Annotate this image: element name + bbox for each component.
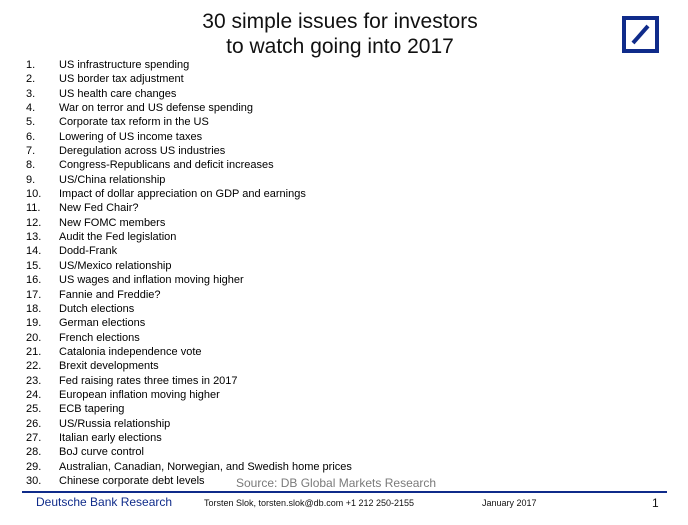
list-item <box>26 402 352 416</box>
list-item <box>26 158 352 172</box>
list-item-text: Audit the Fed legislation <box>59 231 177 244</box>
list-item-number: 6. <box>26 130 36 143</box>
list-item-number: 3. <box>26 87 36 100</box>
source-note: Source: DB Global Markets Research <box>236 476 437 490</box>
list-item-text: New Fed Chair? <box>59 202 139 215</box>
list-item <box>26 101 352 115</box>
list-item-text: German elections <box>59 317 146 330</box>
footer-author: Torsten Slok, torsten.slok@db.com +1 212 250-2155 <box>204 498 415 508</box>
list-item <box>26 288 352 302</box>
list-item-number: 15. <box>26 259 42 272</box>
list-item-text: US border tax adjustment <box>59 73 184 86</box>
list-item <box>26 187 352 201</box>
list-item-number: 13. <box>26 231 42 244</box>
list-item <box>26 388 352 402</box>
list-item <box>26 87 352 101</box>
footer-brand: Deutsche Bank Research <box>36 495 173 509</box>
list-item-text: Congress-Republicans and deficit increases <box>59 159 274 172</box>
title-line-2: to watch going into 2017 <box>226 35 454 58</box>
list-item <box>26 58 352 72</box>
list-item-number: 22. <box>26 360 42 373</box>
list-item <box>26 115 352 129</box>
slide-title <box>130 9 550 59</box>
list-item-number: 27. <box>26 431 42 444</box>
list-item-number: 28. <box>26 446 42 459</box>
list-item <box>26 417 352 431</box>
list-item-text: US health care changes <box>59 87 177 100</box>
list-item-number: 17. <box>26 288 42 301</box>
list-item-number: 26. <box>26 417 42 430</box>
list-item-text: French elections <box>59 331 140 344</box>
list-item-text: Lowering of US income taxes <box>59 130 203 143</box>
list-item-text: BoJ curve control <box>59 446 144 459</box>
page-number: 1 <box>652 496 659 510</box>
list-item-text: War on terror and US defense spending <box>59 102 254 115</box>
list-item-number: 11. <box>26 202 41 215</box>
list-item-text: Dodd-Frank <box>59 245 118 258</box>
list-item-text: US/China relationship <box>59 173 166 186</box>
list-item <box>26 302 352 316</box>
footer-date: January 2017 <box>482 498 537 508</box>
list-item-text: Chinese corporate debt levels <box>59 474 205 487</box>
list-item-number: 24. <box>26 388 42 401</box>
list-item-text: US infrastructure spending <box>59 59 190 71</box>
list-item-number: 29. <box>26 460 42 473</box>
list-item <box>26 144 352 158</box>
issues-list <box>26 58 352 488</box>
list-item <box>26 72 352 86</box>
list-item <box>26 244 352 258</box>
list-item-text: Brexit developments <box>59 360 159 373</box>
list-item-number: 10. <box>26 188 42 201</box>
list-item-number: 20. <box>26 331 42 344</box>
list-item-number: 2. <box>26 73 36 86</box>
list-item <box>26 216 352 230</box>
list-item-text: Australian, Canadian, Norwegian, and Swedish home prices <box>59 460 352 473</box>
list-item-text: Impact of dollar appreciation on GDP and earnings <box>59 188 306 201</box>
list-item-text: ECB tapering <box>59 403 125 416</box>
list-item-number: 8. <box>26 159 36 172</box>
list-item-text: Corporate tax reform in the US <box>59 116 209 129</box>
list-item-text: US/Mexico relationship <box>59 259 172 272</box>
list-item <box>26 173 352 187</box>
list-item <box>26 130 352 144</box>
list-item-number: 25. <box>26 403 42 416</box>
list-item-text: European inflation moving higher <box>59 388 220 401</box>
list-item-text: US wages and inflation moving higher <box>59 274 244 287</box>
list-item <box>26 359 352 373</box>
title-line-1: 30 simple issues for investors <box>202 10 478 33</box>
list-item <box>26 331 352 345</box>
list-item-number: 1. <box>26 59 36 71</box>
list-item-number: 12. <box>26 216 42 229</box>
list-item-number: 16. <box>26 274 42 287</box>
list-item <box>26 374 352 388</box>
list-item-text: Deregulation across US industries <box>59 145 226 158</box>
list-item-number: 21. <box>26 345 42 358</box>
list-item <box>26 201 352 215</box>
list-item <box>26 230 352 244</box>
list-item <box>26 445 352 459</box>
list-item-text: Fed raising rates three times in 2017 <box>59 374 238 387</box>
list-item <box>26 345 352 359</box>
list-item <box>26 273 352 287</box>
list-item-number: 5. <box>26 116 36 129</box>
footer-divider <box>22 491 667 493</box>
deutsche-bank-logo-icon <box>622 16 659 53</box>
list-item-text: Fannie and Freddie? <box>59 288 161 301</box>
list-item-number: 7. <box>26 145 36 158</box>
list-item-text: Dutch elections <box>59 302 135 315</box>
list-item-text: New FOMC members <box>59 216 166 229</box>
list-item <box>26 259 352 273</box>
list-item-number: 23. <box>26 374 42 387</box>
list-item <box>26 460 352 474</box>
list-item-text: Italian early elections <box>59 431 162 444</box>
list-item <box>26 316 352 330</box>
list-item <box>26 431 352 445</box>
list-item-number: 9. <box>26 173 36 186</box>
list-item-number: 30. <box>26 474 42 487</box>
list-item-number: 14. <box>26 245 42 258</box>
list-item-text: Catalonia independence vote <box>59 345 202 358</box>
list-item-number: 4. <box>26 102 36 115</box>
list-item-number: 19. <box>26 317 42 330</box>
list-item-text: US/Russia relationship <box>59 417 171 430</box>
list-item-number: 18. <box>26 302 42 315</box>
